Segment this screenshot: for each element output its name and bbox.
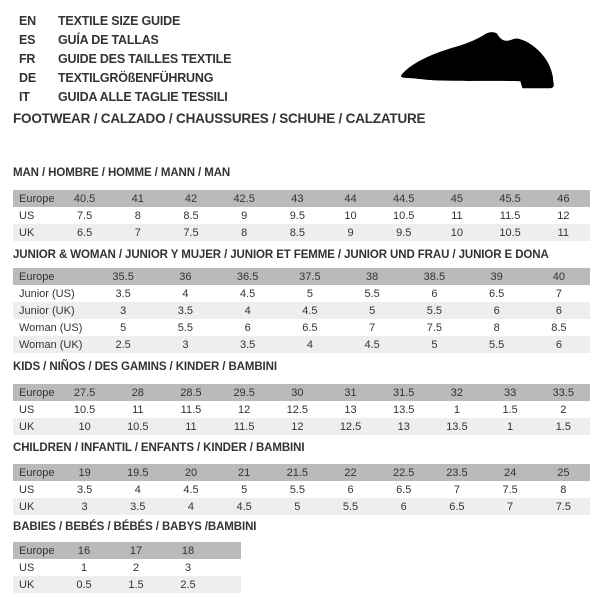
size-cell: 31 (344, 386, 357, 399)
size-cell: 18 (181, 544, 195, 557)
size-cell: 4.5 (239, 287, 256, 300)
size-cell: 6.5 (396, 483, 412, 496)
language-code: EN (19, 13, 36, 28)
table-title: BABIES / BEBÉS / BÉBÉS / BABYS /BAMBINI (13, 521, 257, 533)
size-cell: 22 (344, 466, 357, 479)
size-cell: 10.5 (499, 226, 521, 239)
size-cell: 4.5 (183, 483, 199, 496)
row-label: UK (19, 420, 35, 433)
row-label: Europe (19, 192, 55, 205)
size-cell: 41 (131, 192, 144, 205)
size-cell: 21 (238, 466, 251, 479)
size-cell: 28 (131, 386, 144, 399)
size-cell: 4 (306, 338, 313, 351)
size-cell: 29.5 (233, 386, 255, 399)
size-cell: 11 (132, 403, 144, 416)
size-cell: 12.5 (286, 403, 309, 416)
table-row (13, 542, 241, 559)
size-cell: 10 (78, 420, 91, 433)
table-title: MAN / HOMBRE / HOMME / MANN / MAN (13, 167, 231, 179)
size-cell: 11 (557, 226, 570, 239)
row-label: Europe (19, 386, 55, 399)
size-cell: 24 (503, 466, 517, 479)
size-cell: 7 (369, 321, 376, 334)
language-label: TEXTILE SIZE GUIDE (58, 13, 181, 28)
table-title: CHILDREN / INFANTIL / ENFANTS / KINDER / BAMBINI (13, 442, 305, 454)
size-cell: 5.5 (289, 483, 305, 496)
size-cell: 6 (555, 338, 562, 351)
row-label: Woman (US) (19, 321, 83, 334)
size-cell: 5.5 (426, 304, 443, 317)
size-cell: 11.5 (180, 403, 202, 416)
size-cell: 40.5 (73, 192, 96, 205)
language-code: DE (19, 70, 36, 85)
table-title: KIDS / NIÑOS / DES GAMINS / KINDER / BAMBINI (13, 361, 277, 373)
size-cell: 31.5 (393, 386, 415, 399)
size-cell: 43 (291, 192, 304, 205)
size-cell: 9.5 (289, 209, 305, 222)
size-cell: 8.5 (289, 226, 305, 239)
size-cell: 7.5 (76, 209, 93, 222)
size-section-children (13, 441, 590, 515)
table-row (13, 498, 590, 515)
size-cell: 1.5 (128, 578, 144, 591)
size-cell: 11.5 (233, 420, 255, 433)
size-section-kids (13, 360, 590, 435)
size-cell: 7 (134, 226, 141, 239)
size-cell: 8 (493, 321, 500, 334)
size-cell: 6 (431, 287, 438, 300)
size-cell: 8 (241, 226, 248, 239)
size-cell: 25 (557, 466, 570, 479)
size-cell: 6.5 (76, 226, 93, 239)
language-label: TEXTILGRÖßENFÜHRUNG (58, 70, 214, 85)
size-cell: 10.5 (127, 420, 149, 433)
size-cell: 27.5 (73, 386, 96, 399)
size-cell: 39 (490, 270, 503, 283)
size-section-babies (13, 520, 256, 593)
language-label: GUIDE DES TAILLES TEXTILE (58, 51, 232, 66)
language-row (19, 30, 231, 49)
table-row (13, 559, 241, 576)
language-code: FR (19, 51, 36, 66)
table-row (13, 224, 590, 241)
size-cell: 1.5 (502, 403, 518, 416)
size-cell: 6.5 (302, 321, 318, 334)
table-row (13, 190, 590, 207)
size-cell: 5 (431, 338, 438, 351)
size-table-children (13, 464, 590, 515)
size-cell: 5 (294, 500, 301, 513)
table-row (13, 384, 590, 401)
size-cell: 6 (493, 304, 500, 317)
size-cell: 22.5 (393, 466, 415, 479)
size-table-babies (13, 542, 241, 593)
size-cell: 44 (344, 192, 357, 205)
size-cell: 12 (557, 209, 570, 222)
size-cell: 42.5 (233, 192, 255, 205)
size-cell: 3.5 (115, 287, 131, 300)
size-cell: 3 (120, 304, 127, 317)
table-row (13, 576, 241, 593)
size-cell: 35.5 (112, 270, 134, 283)
size-cell: 7.5 (426, 321, 443, 334)
row-label: UK (19, 500, 35, 513)
size-cell: 3 (182, 338, 189, 351)
size-cell: 4 (182, 287, 189, 300)
size-cell: 3.5 (130, 500, 146, 513)
size-cell: 2.5 (115, 338, 131, 351)
size-cell: 1.5 (555, 420, 571, 433)
size-cell: 7.5 (183, 226, 199, 239)
size-cell: 4.5 (364, 338, 380, 351)
size-cell: 5.5 (177, 321, 194, 334)
size-cell: 9 (347, 226, 354, 239)
row-label: Junior (US) (19, 287, 75, 300)
size-cell: 2 (560, 403, 567, 416)
language-code: ES (19, 32, 36, 47)
row-label: Junior (UK) (19, 304, 75, 317)
row-label: UK (19, 226, 35, 239)
size-cell: 5 (306, 287, 313, 300)
language-row (19, 87, 231, 106)
size-cell: 13.5 (393, 403, 415, 416)
size-cell: 5.5 (488, 338, 505, 351)
size-cell: 7.5 (502, 483, 518, 496)
size-cell: 1 (507, 420, 514, 433)
table-row (13, 336, 590, 353)
size-cell: 38.5 (423, 270, 446, 283)
row-label: UK (19, 578, 35, 591)
size-cell: 13 (344, 403, 357, 416)
size-cell: 6 (400, 500, 407, 513)
size-cell: 19 (78, 466, 91, 479)
size-cell: 23.5 (446, 466, 468, 479)
table-row (13, 464, 590, 481)
size-cell: 28.5 (180, 386, 202, 399)
size-cell: 4 (244, 304, 251, 317)
language-list (19, 11, 231, 106)
row-label: Europe (19, 544, 55, 557)
size-cell: 10 (344, 209, 357, 222)
shoe-silhouette (401, 32, 554, 88)
size-cell: 6 (244, 321, 251, 334)
size-cell: 4.5 (302, 304, 318, 317)
size-cell: 10 (450, 226, 464, 239)
size-cell: 5 (120, 321, 127, 334)
table-row (13, 401, 590, 418)
category-title: FOOTWEAR / CALZADO / CHAUSSURES / SCHUHE / CALZATURE (13, 111, 426, 126)
row-label: Europe (19, 466, 55, 479)
size-cell: 9.5 (396, 226, 412, 239)
table-row (13, 319, 590, 336)
size-cell: 10.5 (393, 209, 415, 222)
size-cell: 21.5 (286, 466, 309, 479)
size-cell: 13.5 (446, 420, 468, 433)
size-cell: 7.5 (555, 500, 571, 513)
size-table-kids (13, 384, 590, 435)
size-cell: 33.5 (552, 386, 575, 399)
size-cell: 12 (291, 420, 304, 433)
size-cell: 16 (77, 544, 91, 557)
spacer-cell (214, 559, 241, 576)
size-cell: 4 (134, 483, 141, 496)
table-row (13, 268, 590, 285)
size-cell: 4 (187, 500, 195, 513)
dress-shoe-icon (397, 31, 575, 95)
size-table-junior (13, 268, 590, 353)
row-label: US (19, 209, 35, 222)
size-cell: 6 (555, 304, 562, 317)
language-row (19, 49, 231, 68)
size-cell: 33 (503, 386, 517, 399)
size-cell: 3.5 (177, 304, 194, 317)
size-cell: 13 (397, 420, 410, 433)
size-cell: 45 (450, 192, 464, 205)
table-row (13, 285, 590, 302)
language-label: GUIDA ALLE TAGLIE TESSILI (58, 89, 228, 104)
spacer-cell (214, 576, 241, 593)
size-section-man (13, 166, 590, 241)
row-label: Woman (UK) (19, 338, 83, 351)
size-cell: 36.5 (236, 270, 259, 283)
size-cell: 5 (241, 483, 248, 496)
table-title: JUNIOR & WOMAN / JUNIOR Y MUJER / JUNIOR ET FEMME / JUNIOR UND FRAU / JUNIOR E DONA (13, 249, 549, 261)
size-cell: 7 (555, 287, 562, 300)
size-cell: 12.5 (339, 420, 362, 433)
size-cell: 20 (184, 466, 198, 479)
size-cell: 6.5 (449, 500, 465, 513)
row-label: US (19, 403, 35, 416)
size-cell: 8.5 (183, 209, 199, 222)
size-cell: 19.5 (127, 466, 149, 479)
size-cell: 32 (450, 386, 464, 399)
size-cell: 7 (453, 483, 460, 496)
size-cell: 5.5 (342, 500, 359, 513)
table-row (13, 481, 590, 498)
size-cell: 10.5 (73, 403, 96, 416)
size-cell: 1 (453, 403, 460, 416)
row-label: US (19, 561, 35, 574)
size-cell: 11 (185, 420, 197, 433)
size-cell: 40 (552, 270, 565, 283)
row-label: Europe (19, 270, 55, 283)
size-table-man (13, 190, 590, 241)
size-cell: 3 (184, 561, 192, 574)
size-cell: 44.5 (393, 192, 415, 205)
row-label: US (19, 483, 35, 496)
size-cell: 17 (129, 544, 143, 557)
size-cell: 30 (291, 386, 304, 399)
size-cell: 37.5 (299, 270, 321, 283)
language-row (19, 11, 231, 30)
size-cell: 4.5 (236, 500, 252, 513)
size-cell: 11 (451, 209, 463, 222)
spacer-cell (214, 542, 241, 559)
size-cell: 1 (80, 561, 88, 574)
table-row (13, 418, 590, 435)
size-cell: 3.5 (239, 338, 256, 351)
size-cell: 45.5 (499, 192, 521, 205)
size-cell: 11.5 (499, 209, 521, 222)
size-cell: 5.5 (364, 287, 380, 300)
size-cell: 36 (179, 270, 192, 283)
language-label: GUÍA DE TALLAS (58, 32, 159, 47)
size-cell: 38 (366, 270, 379, 283)
size-cell: 5 (369, 304, 376, 317)
size-cell: 7 (507, 500, 514, 513)
language-row (19, 68, 231, 87)
size-cell: 2.5 (180, 578, 196, 591)
table-row (13, 207, 590, 224)
size-cell: 46 (557, 192, 570, 205)
size-cell: 42 (184, 192, 198, 205)
size-cell: 2 (132, 561, 140, 574)
size-section-junior (13, 248, 590, 353)
size-cell: 8 (134, 209, 141, 222)
table-row (13, 302, 590, 319)
size-cell: 9 (241, 209, 248, 222)
size-cell: 0.5 (76, 578, 92, 591)
size-cell: 3.5 (76, 483, 93, 496)
language-code: IT (19, 89, 30, 104)
size-cell: 8 (560, 483, 567, 496)
size-cell: 8.5 (551, 321, 567, 334)
size-cell: 12 (238, 403, 251, 416)
size-cell: 3 (81, 500, 88, 513)
size-cell: 6.5 (488, 287, 505, 300)
size-cell: 6 (347, 483, 354, 496)
